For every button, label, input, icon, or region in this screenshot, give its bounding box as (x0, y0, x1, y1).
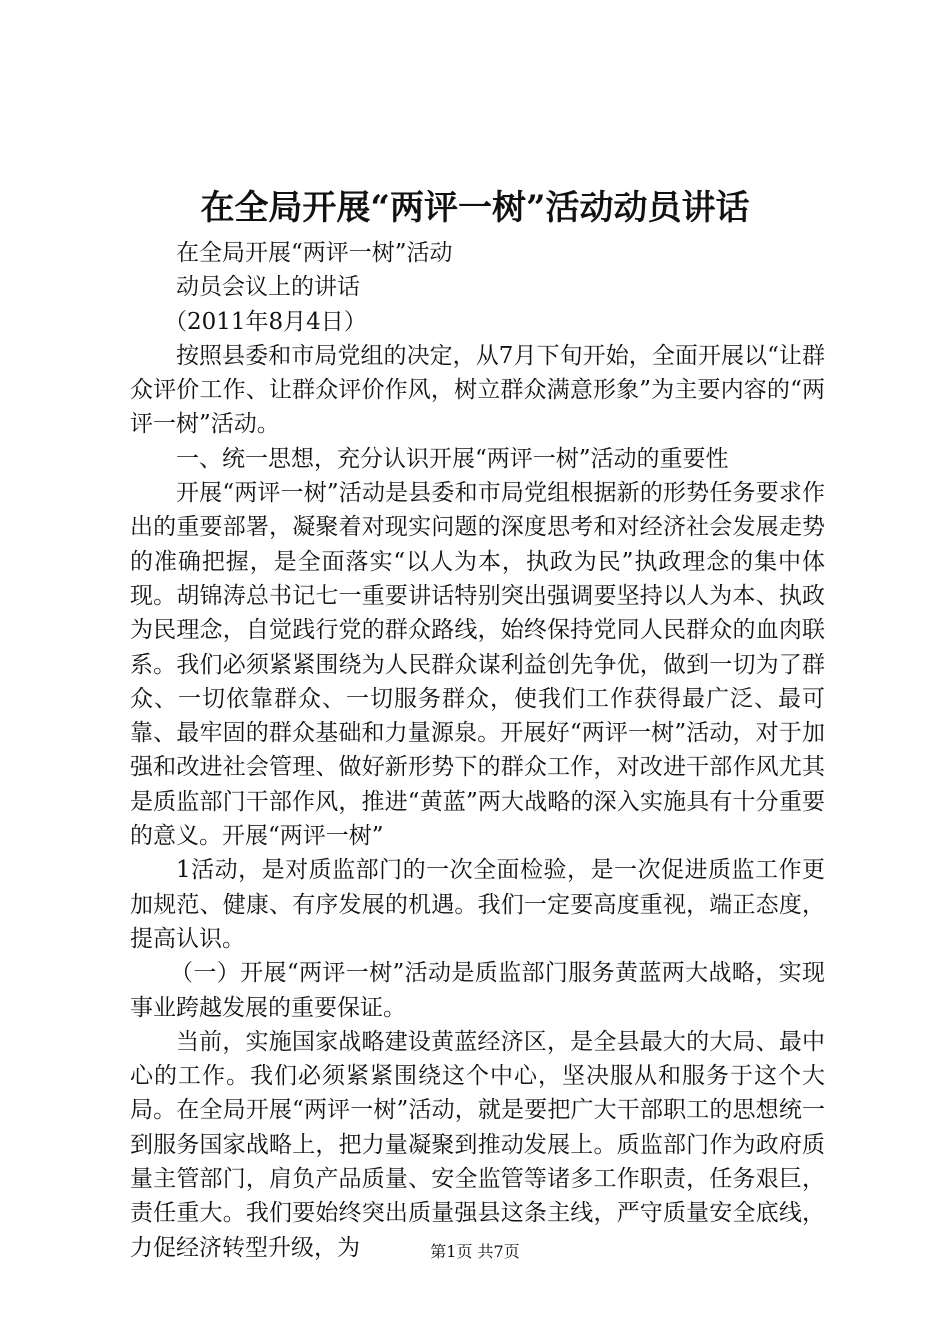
section-heading: 一、统一思想，充分认识开展“两评一树”活动的重要性 (176, 445, 729, 472)
paragraph: 开展“两评一树”活动是县委和市局党组根据新的形势任务要求作出的重要部署，凝聚着对现实问题的深度思考和对经济社会发展走势的准确把握，是全面落实“以人为本，执政为民”执政理念的集中体现。胡锦涛总书记七一重要讲话特别突出强调要坚持以人为本、执政为民理念，自觉践行党的群众路线，始终保持党同人民群众的血肉联系。我们必须紧紧围绕为人民群众谋利益创先争优，做到一切为了群众、一切依靠群众、一切服务群众，使我们工作获得最广泛、最可靠、最牢固的群众基础和力量源泉。开展好“两评一树”活动，对于加强和改进社会管理、做好新形势下的群众工作，对改进干部作风尤其是质监部门干部作风，推进“黄蓝”两大战略的深入实施具有十分重要的意义。开展“两评一树” (130, 480, 825, 850)
document-body (130, 236, 825, 1265)
document-title: 在全局开展“两评一树”活动动员讲话 (200, 188, 750, 228)
speech-date: （2011年8月4日） (164, 308, 367, 335)
paragraph: 1活动，是对质监部门的一次全面检验，是一次促进质监工作更加规范、健康、有序发展的机遇。我们一定要高度重视，端正态度，提高认识。 (130, 857, 825, 952)
subsection-heading: （一）开展“两评一树”活动是质监部门服务黄蓝两大战略，实现事业跨越发展的重要保证。 (130, 960, 825, 1021)
paragraph: 当前，实施国家战略建设黄蓝经济区，是全县最大的大局、最中心的工作。我们必须紧紧围绕这个中心，坚决服从和服务于这个大局。在全局开展“两评一树”活动，就是要把广大干部职工的思想统一到服务国家战略上，把力量凝聚到推动发展上。质监部门作为政府质量主管部门，肩负产品质量、安全监管等诸多工作职责，任务艰巨，责任重大。我们要始终突出质量强县这条主线，严守质量安全底线，力促经济转型升级，为 (130, 1028, 825, 1261)
paragraph: 按照县委和市局党组的决定，从7月下旬开始，全面开展以“让群众评价工作、让群众评价作风，树立群众满意形象”为主要内容的“两评一树”活动。 (130, 342, 825, 438)
page-footer: 第1页 共7页 (430, 1242, 520, 1261)
subtitle-line-2: 动员会议上的讲话 (176, 274, 360, 301)
subtitle-line-1: 在全局开展“两评一树”活动 (176, 240, 453, 266)
